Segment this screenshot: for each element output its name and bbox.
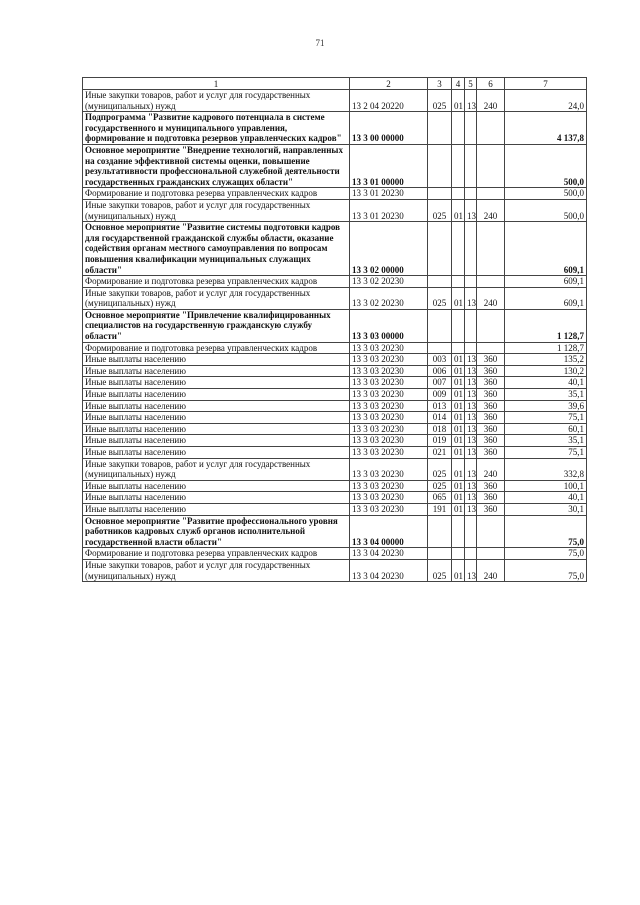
amount: 35,1: [505, 435, 587, 447]
table-row: [83, 222, 587, 276]
subsection-code: 13: [465, 423, 477, 435]
section-code: [452, 276, 465, 288]
table-row: [83, 458, 587, 480]
table-row: [83, 492, 587, 504]
amount: 500,0: [505, 188, 587, 200]
section-code: 01: [452, 90, 465, 112]
department-code: 009: [428, 389, 452, 401]
budget-code: 13 3 03 20230: [350, 447, 428, 459]
item-name: Иные выплаты населению: [83, 435, 350, 447]
budget-code: 13 3 01 00000: [350, 144, 428, 187]
budget-code: 13 3 00 00000: [350, 112, 428, 145]
section-code: 01: [452, 423, 465, 435]
budget-code: 13 3 02 20230: [350, 276, 428, 288]
budget-code: 13 3 02 00000: [350, 222, 428, 276]
section-code: 01: [452, 559, 465, 581]
table-row: [83, 365, 587, 377]
budget-code: 13 3 02 20230: [350, 287, 428, 309]
item-name: Иные выплаты населению: [83, 389, 350, 401]
item-name: Иные выплаты населению: [83, 503, 350, 515]
item-name: Иные выплаты населению: [83, 365, 350, 377]
table-row: [83, 309, 587, 342]
subsection-code: [465, 515, 477, 548]
item-name: Формирование и подготовка резерва управленческих кадров: [83, 342, 350, 354]
subsection-code: 13: [465, 90, 477, 112]
expense-type-code: 360: [477, 447, 505, 459]
expense-type-code: [477, 112, 505, 145]
subsection-code: 13: [465, 503, 477, 515]
table-row: [83, 287, 587, 309]
table-row: [83, 188, 587, 200]
section-code: 01: [452, 389, 465, 401]
item-name: Иные закупки товаров, работ и услуг для государственных (муниципальных) нужд: [83, 458, 350, 480]
table-row: [83, 389, 587, 401]
budget-code: 13 3 03 20230: [350, 400, 428, 412]
subsection-code: 13: [465, 480, 477, 492]
item-name: Формирование и подготовка резерва управленческих кадров: [83, 548, 350, 560]
item-name: Иные закупки товаров, работ и услуг для государственных (муниципальных) нужд: [83, 90, 350, 112]
amount: 30,1: [505, 503, 587, 515]
department-code: 021: [428, 447, 452, 459]
expense-type-code: [477, 548, 505, 560]
section-code: 01: [452, 287, 465, 309]
department-code: 014: [428, 412, 452, 424]
budget-code: 13 3 03 20230: [350, 492, 428, 504]
column-header: 7: [505, 78, 587, 90]
expense-type-code: 240: [477, 458, 505, 480]
item-name: Иные выплаты населению: [83, 492, 350, 504]
section-code: [452, 342, 465, 354]
department-code: 025: [428, 458, 452, 480]
expense-type-code: 360: [477, 503, 505, 515]
section-code: [452, 515, 465, 548]
item-name: Иные выплаты населению: [83, 377, 350, 389]
expense-type-code: 240: [477, 559, 505, 581]
amount: 75,1: [505, 412, 587, 424]
budget-code: 13 3 01 20230: [350, 199, 428, 221]
item-name: Иные выплаты населению: [83, 447, 350, 459]
amount: 1 128,7: [505, 342, 587, 354]
amount: 35,1: [505, 389, 587, 401]
subsection-code: 13: [465, 389, 477, 401]
amount: 500,0: [505, 144, 587, 187]
item-name: Иные закупки товаров, работ и услуг для государственных (муниципальных) нужд: [83, 559, 350, 581]
budget-code: 13 3 03 20230: [350, 458, 428, 480]
expense-type-code: 360: [477, 435, 505, 447]
budget-code: 13 3 03 20230: [350, 354, 428, 366]
item-name: Иные выплаты населению: [83, 423, 350, 435]
department-code: 006: [428, 365, 452, 377]
department-code: 191: [428, 503, 452, 515]
item-name: Основное мероприятие "Развитие системы подготовки кадров для государственной гражданской службы области, оказание содействия органам местного самоуправления по вопросам повышения квалификации муниципальных служащих области": [83, 222, 350, 276]
expense-type-code: [477, 222, 505, 276]
column-header: 6: [477, 78, 505, 90]
budget-code: 13 3 03 20230: [350, 342, 428, 354]
subsection-code: [465, 188, 477, 200]
item-name: Основное мероприятие "Привлечение квалифицированных специалистов на государственную гражданскую службу области": [83, 309, 350, 342]
expense-type-code: 360: [477, 480, 505, 492]
department-code: 007: [428, 377, 452, 389]
amount: 609,1: [505, 287, 587, 309]
department-code: 025: [428, 90, 452, 112]
amount: 75,0: [505, 515, 587, 548]
item-name: Формирование и подготовка резерва управленческих кадров: [83, 276, 350, 288]
item-name: Формирование и подготовка резерва управленческих кадров: [83, 188, 350, 200]
subsection-code: 13: [465, 400, 477, 412]
subsection-code: 13: [465, 354, 477, 366]
table-row: [83, 400, 587, 412]
subsection-code: 13: [465, 492, 477, 504]
header-row: [83, 78, 587, 90]
amount: 100,1: [505, 480, 587, 492]
expense-type-code: [477, 342, 505, 354]
budget-code: 13 3 04 20230: [350, 548, 428, 560]
budget-code: 13 3 03 20230: [350, 480, 428, 492]
subsection-code: [465, 112, 477, 145]
table-row: [83, 423, 587, 435]
section-code: 01: [452, 377, 465, 389]
subsection-code: [465, 276, 477, 288]
expense-type-code: 360: [477, 492, 505, 504]
subsection-code: 13: [465, 412, 477, 424]
expense-type-code: 360: [477, 412, 505, 424]
column-header: 5: [465, 78, 477, 90]
item-name: Основное мероприятие "Развитие профессионального уровня работников кадровых служб органов исполнительной государственной власти области": [83, 515, 350, 548]
department-code: [428, 222, 452, 276]
department-code: [428, 112, 452, 145]
expense-type-code: 240: [477, 287, 505, 309]
table-row: [83, 90, 587, 112]
item-name: Основное мероприятие "Внедрение технологий, направленных на создание эффективной системы оценки, повышение результативности профессиональной служебной деятельности государственных гражданских служащих области": [83, 144, 350, 187]
table-row: [83, 354, 587, 366]
table-row: [83, 447, 587, 459]
subsection-code: 13: [465, 458, 477, 480]
subsection-code: 13: [465, 287, 477, 309]
amount: 75,0: [505, 559, 587, 581]
section-code: 01: [452, 503, 465, 515]
department-code: 025: [428, 559, 452, 581]
expense-type-code: 240: [477, 199, 505, 221]
department-code: [428, 188, 452, 200]
budget-table: [82, 77, 587, 582]
table-row: [83, 435, 587, 447]
table-row: [83, 342, 587, 354]
amount: 500,0: [505, 199, 587, 221]
table-row: [83, 144, 587, 187]
budget-code: 13 3 03 20230: [350, 365, 428, 377]
subsection-code: [465, 144, 477, 187]
subsection-code: 13: [465, 199, 477, 221]
section-code: [452, 548, 465, 560]
amount: 332,8: [505, 458, 587, 480]
amount: 60,1: [505, 423, 587, 435]
budget-code: 13 3 03 20230: [350, 389, 428, 401]
subsection-code: 13: [465, 559, 477, 581]
expense-type-code: [477, 144, 505, 187]
expense-type-code: 240: [477, 90, 505, 112]
department-code: 025: [428, 199, 452, 221]
table-row: [83, 480, 587, 492]
item-name: Подпрограмма "Развитие кадрового потенциала в системе государственного и муниципального управления, формирование и подготовка резервов управленческих кадров": [83, 112, 350, 145]
amount: 609,1: [505, 276, 587, 288]
budget-code: 13 3 03 20230: [350, 412, 428, 424]
department-code: [428, 515, 452, 548]
section-code: 01: [452, 365, 465, 377]
table-row: [83, 412, 587, 424]
column-header: 1: [83, 78, 350, 90]
table-row: [83, 503, 587, 515]
expense-type-code: 360: [477, 377, 505, 389]
expense-type-code: [477, 515, 505, 548]
budget-code: 13 2 04 20220: [350, 90, 428, 112]
section-code: [452, 309, 465, 342]
section-code: 01: [452, 354, 465, 366]
subsection-code: [465, 342, 477, 354]
table-row: [83, 377, 587, 389]
expense-type-code: 360: [477, 389, 505, 401]
budget-code: 13 3 04 20230: [350, 559, 428, 581]
department-code: [428, 144, 452, 187]
expense-type-code: [477, 309, 505, 342]
table-row: [83, 559, 587, 581]
subsection-code: 13: [465, 435, 477, 447]
subsection-code: [465, 309, 477, 342]
item-name: Иные закупки товаров, работ и услуг для государственных (муниципальных) нужд: [83, 199, 350, 221]
section-code: [452, 112, 465, 145]
amount: 609,1: [505, 222, 587, 276]
section-code: 01: [452, 412, 465, 424]
section-code: [452, 222, 465, 276]
section-code: 01: [452, 199, 465, 221]
column-header: 3: [428, 78, 452, 90]
amount: 75,0: [505, 548, 587, 560]
section-code: 01: [452, 435, 465, 447]
table-row: [83, 548, 587, 560]
department-code: [428, 342, 452, 354]
department-code: 003: [428, 354, 452, 366]
expense-type-code: [477, 276, 505, 288]
expense-type-code: 360: [477, 365, 505, 377]
amount: 130,2: [505, 365, 587, 377]
amount: 135,2: [505, 354, 587, 366]
page-number: 71: [315, 38, 325, 48]
budget-code: 13 3 01 20230: [350, 188, 428, 200]
amount: 40,1: [505, 377, 587, 389]
department-code: 013: [428, 400, 452, 412]
table-row: [83, 276, 587, 288]
budget-code: 13 3 03 20230: [350, 503, 428, 515]
subsection-code: [465, 222, 477, 276]
subsection-code: 13: [465, 377, 477, 389]
budget-code: 13 3 03 20230: [350, 435, 428, 447]
department-code: 018: [428, 423, 452, 435]
table-row: [83, 112, 587, 145]
department-code: 025: [428, 480, 452, 492]
table-row: [83, 199, 587, 221]
item-name: Иные выплаты населению: [83, 354, 350, 366]
table-row: [83, 515, 587, 548]
department-code: [428, 276, 452, 288]
item-name: Иные выплаты населению: [83, 480, 350, 492]
department-code: 065: [428, 492, 452, 504]
budget-code: 13 3 03 20230: [350, 377, 428, 389]
department-code: [428, 309, 452, 342]
expense-type-code: 360: [477, 354, 505, 366]
amount: 4 137,8: [505, 112, 587, 145]
budget-code: 13 3 03 20230: [350, 423, 428, 435]
budget-code: 13 3 04 00000: [350, 515, 428, 548]
item-name: Иные выплаты населению: [83, 400, 350, 412]
section-code: 01: [452, 400, 465, 412]
column-header: 2: [350, 78, 428, 90]
subsection-code: 13: [465, 365, 477, 377]
expense-type-code: [477, 188, 505, 200]
column-header: 4: [452, 78, 465, 90]
section-code: 01: [452, 492, 465, 504]
amount: 24,0: [505, 90, 587, 112]
item-name: Иные выплаты населению: [83, 412, 350, 424]
section-code: [452, 188, 465, 200]
table-body: [83, 90, 587, 582]
section-code: 01: [452, 458, 465, 480]
department-code: 019: [428, 435, 452, 447]
subsection-code: 13: [465, 447, 477, 459]
amount: 40,1: [505, 492, 587, 504]
amount: 75,1: [505, 447, 587, 459]
item-name: Иные закупки товаров, работ и услуг для государственных (муниципальных) нужд: [83, 287, 350, 309]
section-code: 01: [452, 447, 465, 459]
expense-type-code: 360: [477, 400, 505, 412]
section-code: [452, 144, 465, 187]
department-code: [428, 548, 452, 560]
amount: 1 128,7: [505, 309, 587, 342]
department-code: 025: [428, 287, 452, 309]
amount: 39,6: [505, 400, 587, 412]
budget-code: 13 3 03 00000: [350, 309, 428, 342]
subsection-code: [465, 548, 477, 560]
expense-type-code: 360: [477, 423, 505, 435]
section-code: 01: [452, 480, 465, 492]
